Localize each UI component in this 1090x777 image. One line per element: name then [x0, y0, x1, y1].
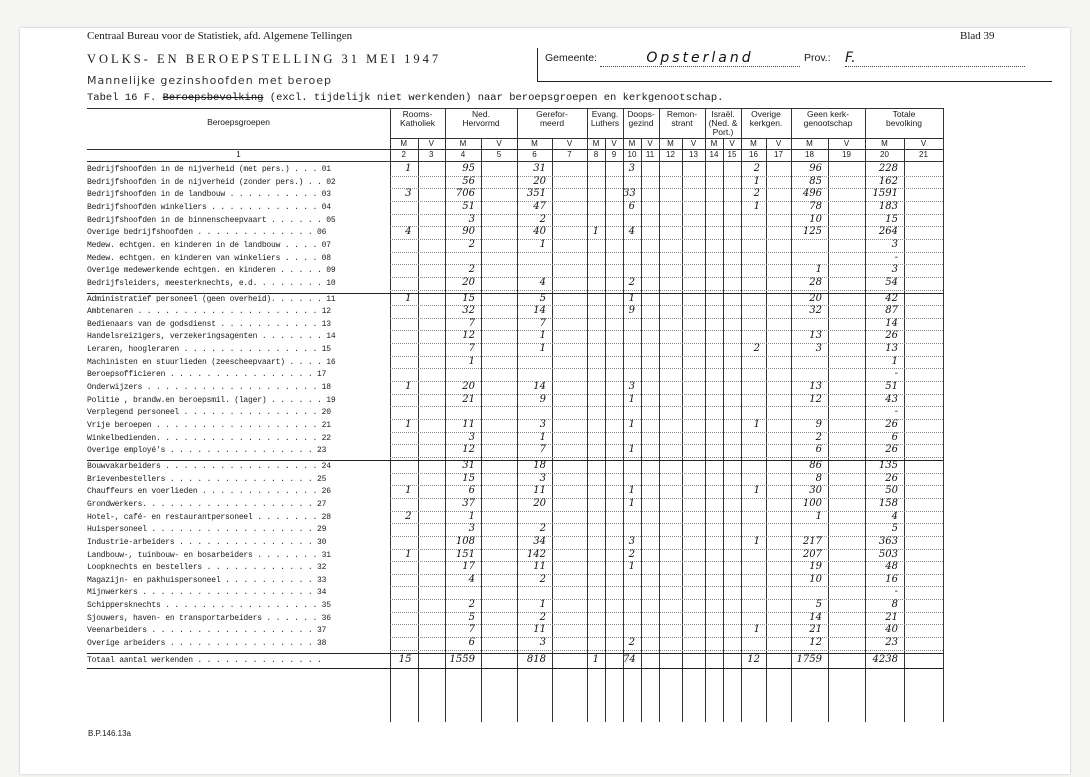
cell-value-m: 3: [891, 238, 898, 250]
col-number: 21: [919, 150, 928, 159]
col-sex-m: M: [400, 139, 408, 148]
row-label: Bedrijfshoofden winkeliers . . . . . . . . . . . . 04: [87, 202, 331, 212]
cell-value-m: 28: [809, 276, 822, 288]
total-value: 12: [747, 653, 760, 665]
cell-value-m: 706: [455, 188, 475, 200]
cell-value-m: 15: [462, 472, 475, 484]
cell-value-m: 50: [885, 485, 898, 497]
cell-value-m: 2: [753, 163, 760, 174]
col-sex-v: V: [566, 139, 573, 148]
cell-value-m: 14: [533, 381, 546, 393]
cell-value-m: 14: [809, 611, 822, 623]
col-sex-m: M: [531, 139, 538, 148]
col-sex-v: V: [496, 139, 502, 148]
cell-value-m: 228: [878, 163, 898, 174]
row-rule: [390, 406, 943, 407]
row-label: Brievenbestellers . . . . . . . . . . . . . . . . 25: [87, 474, 327, 484]
cell-value-m: 1: [405, 381, 412, 393]
row-rule: [390, 368, 943, 369]
cell-value-m: 1: [628, 393, 635, 405]
row-label: Grondwerkers. . . . . . . . . . . . . . . . . . . 27: [87, 499, 327, 509]
cell-value-m: 16: [885, 573, 898, 585]
cell-value-m: 54: [885, 276, 898, 288]
row-label: Leraren, hoogleraren . . . . . . . . . . . . . . . 15: [87, 345, 331, 355]
cell-value-m: 17: [462, 561, 475, 573]
col-number: 6: [532, 150, 537, 159]
cell-value-m: 100: [802, 497, 822, 509]
cell-value-m: 5: [815, 599, 822, 611]
table-caption: [87, 92, 723, 104]
col-number: 9: [611, 150, 617, 159]
cell-value-m: 5: [891, 523, 898, 535]
row-label: Beroepsofficieren . . . . . . . . . . . . . . . . 17: [87, 370, 327, 380]
cell-value-m: 12: [462, 330, 475, 342]
cell-value-m: 20: [462, 381, 475, 393]
cell-value-m: 1: [815, 264, 822, 276]
row-label: Bedrijfshoofden in de nijverheid (zonder pers.) . . 02: [87, 177, 336, 187]
row-label: Industrie-arbeiders . . . . . . . . . . . . . . . 30: [87, 537, 327, 547]
cell-value-m: 13: [885, 343, 898, 355]
cell-value-m: 7: [539, 444, 546, 456]
col-sex-m: M: [806, 139, 813, 148]
total-value: 1: [592, 653, 599, 665]
col-header-group: Evang. Luthers: [590, 109, 620, 128]
cell-value-m: 32: [462, 305, 475, 317]
cell-value-m: 5: [468, 611, 475, 623]
cell-value-m: 6: [891, 431, 898, 443]
cell-value-m: 8: [891, 599, 898, 611]
cell-value-m: 19: [809, 561, 822, 573]
cell-value-m: 3: [539, 472, 546, 484]
cell-value-m: 1: [753, 535, 760, 547]
cell-value-m: 1: [539, 599, 546, 611]
form-subtitle: Mannelijke gezinshoofden met beroep: [87, 74, 332, 87]
census-table: [87, 108, 1027, 722]
gemeente-value: Opsterland: [600, 50, 800, 67]
gemeente-label: Gemeente:: [545, 52, 597, 64]
cell-value-m: 6: [815, 444, 822, 456]
cell-value-m: 135: [878, 459, 898, 471]
row-label: Ambtenaren . . . . . . . . . . . . . . . . . . . . 12: [87, 307, 331, 317]
cell-value-m: 20: [809, 292, 822, 304]
col-number: 2: [401, 150, 406, 159]
cell-value-m: 11: [533, 485, 546, 497]
cell-value-m: 40: [533, 226, 546, 238]
cell-value-m: 4: [891, 510, 898, 522]
col-header-group: Overige kerkgen.: [749, 109, 783, 128]
cell-value-m: 3: [468, 523, 475, 535]
bureau-line: Centraal Bureau voor de Statistiek, afd. Algemene Tellingen: [87, 30, 353, 42]
prov-label: Prov.:: [804, 52, 831, 64]
row-rule: [390, 252, 943, 253]
cell-value-m: 2: [468, 264, 475, 276]
row-label: Loopknechts en bestellers . . . . . . . . . . . . 32: [87, 563, 327, 573]
cell-value-m: 503: [878, 548, 898, 560]
col-number: 4: [460, 150, 466, 159]
cell-value-m: 2: [628, 637, 635, 649]
col-header-group: Totale bevolking: [886, 109, 922, 128]
cell-value-m: 2: [468, 238, 475, 250]
cell-value-m: 1: [539, 330, 546, 342]
cell-value-m: 9: [539, 393, 546, 405]
cell-value-m: 1: [628, 497, 635, 509]
cell-value-m: 7: [468, 624, 475, 636]
col-number: 18: [805, 150, 814, 159]
cell-value-m: 183: [878, 200, 898, 212]
col-header-group: Doops- gezind: [627, 109, 655, 128]
total-value: 818: [526, 653, 546, 665]
col-sex-m: M: [667, 139, 674, 148]
cell-value-m: 6: [628, 200, 635, 212]
col-sex-v: V: [428, 139, 434, 148]
row-label: Veenarbeiders . . . . . . . . . . . . . . . . . . 37: [87, 626, 327, 636]
cell-value-m: 1: [539, 343, 546, 355]
cell-value-m: 108: [455, 535, 475, 547]
cell-value-m: 11: [533, 561, 546, 573]
cell-value-m: 11: [533, 624, 546, 636]
cell-value-m: 2: [468, 599, 475, 611]
cell-value-m: 4: [405, 226, 412, 238]
col-number: 3: [429, 150, 434, 159]
cell-value-m: 2: [815, 431, 822, 443]
cell-value-m: 3: [815, 343, 822, 355]
col-number: 10: [627, 150, 637, 159]
row-label: Verplegend personeel . . . . . . . . . . . . . . . 20: [87, 408, 331, 418]
cell-value-m: 1: [468, 510, 475, 522]
cell-value-m: 14: [885, 317, 898, 329]
cell-value-m: 13: [809, 330, 822, 342]
cell-value-m: 3: [628, 163, 635, 174]
row-label: Overige bedrijfshoofden . . . . . . . . . . . . . 06: [87, 228, 327, 238]
total-rule-bottom: [87, 668, 943, 669]
cell-value-m: 207: [802, 548, 822, 560]
col-sex-v: V: [690, 139, 697, 148]
cell-value-m: 1: [405, 419, 412, 430]
cell-value-m: 1: [753, 175, 760, 187]
cell-value-m: 7: [539, 317, 546, 329]
total-label: Totaal aantal werkenden . . . . . . . . . . . . . .: [87, 655, 322, 665]
cell-value-m: 34: [533, 535, 546, 547]
cell-value-m: 21: [885, 611, 898, 623]
cell-value-m: 1: [592, 226, 599, 238]
cell-value-m: -: [894, 586, 898, 598]
row-label: Vrije beroepen . . . . . . . . . . . . . . . . . . 21: [87, 421, 331, 430]
cell-value-m: 3: [891, 264, 898, 276]
col-sex-v: V: [729, 139, 735, 148]
col-header-group: Ned. Hervormd: [462, 109, 500, 128]
cell-value-m: 3: [628, 535, 635, 547]
cell-value-m: 14: [533, 305, 546, 317]
cell-value-m: 151: [455, 548, 475, 560]
cell-value-m: 33: [623, 188, 636, 200]
col-sex-m: M: [750, 139, 757, 148]
header-bottom-rule: [87, 161, 943, 162]
row-label: Overige arbeiders . . . . . . . . . . . . . . . . 38: [87, 639, 327, 649]
col-number: 11: [645, 150, 655, 159]
cell-value-m: 90: [462, 226, 475, 238]
cell-value-m: 5: [539, 292, 546, 304]
cell-value-m: 9: [628, 305, 635, 317]
row-label: Bedienaars van de godsdienst . . . . . . . . . . . 13: [87, 319, 331, 329]
total-value: 1559: [449, 653, 475, 665]
cell-value-m: 23: [885, 637, 898, 649]
cell-value-m: 1: [628, 292, 635, 304]
cell-value-m: 2: [539, 523, 546, 535]
cell-value-m: 7: [468, 317, 475, 329]
cell-value-m: 1: [405, 485, 412, 497]
cell-value-m: 142: [526, 548, 546, 560]
cell-value-m: 95: [462, 163, 475, 174]
cell-value-m: 40: [885, 624, 898, 636]
cell-value-m: 1: [815, 510, 822, 522]
cell-value-m: 1: [405, 548, 412, 560]
cell-value-m: 20: [533, 497, 546, 509]
cell-value-m: 3: [539, 419, 546, 430]
cell-value-m: 13: [809, 381, 822, 393]
prov-value: F.: [845, 50, 1025, 67]
cell-value-m: 43: [885, 393, 898, 405]
cell-value-m: 48: [885, 561, 898, 573]
row-label: Bedrijfsleiders, meesterknechts, e.d. . . . . . . . 10: [87, 278, 336, 288]
total-value: 15: [398, 653, 412, 665]
col-number: 1: [236, 150, 241, 159]
page-number: Blad 39: [960, 30, 995, 42]
cell-value-m: 20: [533, 175, 546, 187]
cell-value-m: 56: [462, 175, 475, 187]
cell-value-m: 1: [539, 431, 546, 443]
cell-value-m: 1: [628, 561, 635, 573]
row-label: Sjouwers, haven- en transportarbeiders . . . . . . 36: [87, 613, 331, 623]
cell-value-m: 15: [885, 213, 898, 225]
cell-value-m: 1: [753, 485, 760, 497]
cell-value-m: 2: [628, 548, 635, 560]
cell-value-m: 11: [462, 419, 475, 430]
cell-value-m: 31: [533, 163, 546, 174]
col-number: 19: [842, 150, 851, 159]
cell-value-m: 4: [468, 573, 475, 585]
cell-value-m: 20: [462, 276, 475, 288]
cell-value-m: 37: [462, 497, 475, 509]
cell-value-m: 4: [628, 226, 635, 238]
cell-value-m: 1: [891, 355, 898, 367]
row-label: Bedrijfshoofden in de landbouw . . . . . . . . . . 03: [87, 190, 331, 200]
col-number: 7: [567, 150, 572, 159]
col-header-group: Israël. (Ned. & Port.): [708, 109, 738, 137]
cell-value-m: 1: [468, 355, 475, 367]
cell-value-m: 351: [526, 188, 546, 200]
col-header-beroepsgroepen: Beroepsgroepen: [207, 117, 270, 127]
col-sex-m: M: [628, 139, 636, 148]
row-rule: [390, 586, 943, 587]
cell-value-m: 3: [405, 188, 412, 200]
col-sex-m: M: [459, 139, 467, 148]
col-number: 5: [496, 150, 502, 159]
col-number: 13: [689, 150, 698, 159]
cell-value-m: 7: [468, 343, 475, 355]
row-label: Bouwvakarbeiders . . . . . . . . . . . . . . . . . 24: [87, 461, 331, 471]
cell-value-m: 42: [885, 292, 898, 304]
col-sex-v: V: [647, 139, 653, 148]
cell-value-m: 86: [809, 459, 822, 471]
cell-value-m: 6: [468, 485, 475, 497]
row-label: Mijnwerkers . . . . . . . . . . . . . . . . . . . 34: [87, 588, 327, 598]
cell-value-m: 1: [628, 419, 635, 430]
col-sex-m: M: [881, 139, 888, 148]
row-rule: [390, 290, 943, 291]
cell-value-m: 10: [809, 213, 822, 225]
form-title: VOLKS- EN BEROEPSTELLING 31 MEI 1947: [87, 52, 442, 66]
cell-value-m: 2: [539, 573, 546, 585]
cell-value-m: 158: [878, 497, 898, 509]
cell-value-m: 21: [462, 393, 475, 405]
row-label: Politie , brandw.en beroepsmil. (lager) . . . . . . 19: [87, 395, 336, 405]
col-sex-v: V: [775, 139, 782, 148]
cell-value-m: 2: [753, 188, 760, 200]
col-header-group: Gerefor- meerd: [536, 109, 568, 128]
cell-value-m: 26: [885, 330, 898, 342]
cell-value-m: 162: [878, 175, 898, 187]
cell-value-m: 1: [628, 485, 635, 497]
cell-value-m: 1591: [872, 188, 898, 200]
col-number: 12: [666, 150, 675, 159]
row-label: Magazijn- en pakhuispersoneel . . . . . . . . . . 33: [87, 575, 327, 585]
row-label: Medew. echtgen. en kinderen in de landbouw . . . . 07: [87, 240, 331, 250]
cell-value-m: 2: [539, 611, 546, 623]
total-value: 1759: [796, 653, 822, 665]
cell-value-m: 51: [885, 381, 898, 393]
cell-value-m: 96: [809, 163, 822, 174]
cell-value-m: 3: [628, 381, 635, 393]
table-struck-text: Beroepsbevolking: [162, 92, 264, 104]
cell-value-m: 12: [462, 444, 475, 456]
cell-value-m: 85: [809, 175, 822, 187]
col-number: 14: [709, 150, 719, 159]
col-number: 8: [593, 150, 599, 159]
col-number: 16: [749, 150, 758, 159]
cell-value-m: 30: [809, 485, 822, 497]
row-label: Hotel-, café- en restaurantpersoneel . . . . . . . 28: [87, 512, 331, 522]
col-rule-right: [943, 108, 944, 722]
col-number: 15: [727, 150, 737, 159]
cell-value-m: 4: [539, 276, 546, 288]
row-label: Overige medewerkende echtgen. en kinderen . . . . . 09: [87, 266, 336, 276]
cell-value-m: 47: [533, 200, 546, 212]
col-header-group: Geen kerk- genootschap: [803, 109, 853, 128]
cell-value-m: 31: [462, 459, 475, 471]
cell-value-m: 21: [809, 624, 822, 636]
cell-value-m: 6: [468, 637, 475, 649]
cell-value-m: 3: [468, 431, 475, 443]
cell-value-m: -: [894, 406, 898, 418]
col-sex-v: V: [843, 139, 850, 148]
row-label: Bedrijfshoofden in de binnenscheepvaart . . . . . . 05: [87, 215, 336, 225]
cell-value-m: 1: [405, 163, 412, 174]
cell-value-m: 26: [885, 419, 898, 430]
cell-value-m: 1: [753, 200, 760, 212]
row-label: Machinisten en stuurlieden (zeescheepvaart) . . . . 16: [87, 357, 336, 367]
cell-value-m: 12: [809, 393, 822, 405]
cell-value-m: 15: [462, 292, 475, 304]
cell-value-m: 3: [539, 637, 546, 649]
col-sex-v: V: [920, 139, 927, 148]
cell-value-m: -: [894, 368, 898, 380]
col-sex-v: V: [611, 139, 617, 148]
cell-value-m: 2: [628, 276, 635, 288]
row-label: Onderwijzers . . . . . . . . . . . . . . . . . . . 18: [87, 383, 331, 393]
cell-value-m: 12: [809, 637, 822, 649]
cell-value-m: 32: [809, 305, 822, 317]
table-caption-rest: (excl. tijdelijk niet werkenden) naar beroepsgroepen en kerkgenootschap.: [269, 92, 724, 104]
total-value: 74: [623, 653, 636, 665]
row-label: Overige employé's . . . . . . . . . . . . . . . . 23: [87, 446, 327, 456]
col-sex-m: M: [710, 139, 718, 148]
row-rule: [390, 650, 943, 651]
cell-value-m: 10: [809, 573, 822, 585]
cell-value-m: 1: [405, 292, 412, 304]
col-number: 20: [880, 150, 889, 159]
row-label: Huispersoneel . . . . . . . . . . . . . . . . . . 29: [87, 525, 327, 535]
cell-value-m: 51: [462, 200, 475, 212]
row-label: Chauffeurs en voerlieden . . . . . . . . . . . . . 26: [87, 487, 331, 497]
cell-value-m: 26: [885, 444, 898, 456]
cell-value-m: 1: [753, 419, 760, 430]
cell-value-m: 1: [753, 624, 760, 636]
cell-value-m: 2: [539, 213, 546, 225]
col-header-group: Remon- strant: [666, 109, 698, 128]
row-label: Administratief personeel (geen overheid). . . . . . 11: [87, 294, 336, 304]
table-number: Tabel 16 F.: [87, 92, 157, 104]
row-rule: [390, 457, 943, 458]
cell-value-m: 1: [539, 238, 546, 250]
cell-value-m: 26: [885, 472, 898, 484]
cell-value-m: 18: [533, 459, 546, 471]
cell-value-m: 78: [809, 200, 822, 212]
row-label: Schippersknechts . . . . . . . . . . . . . . . . . 35: [87, 601, 331, 611]
cell-value-m: 125: [802, 226, 822, 238]
col-header-group: Rooms- Katholiek: [400, 109, 435, 128]
cell-value-m: 9: [815, 419, 822, 430]
cell-value-m: 1: [628, 444, 635, 456]
cell-value-m: 2: [405, 510, 412, 522]
cell-value-m: 2: [753, 343, 760, 355]
cell-value-m: 8: [815, 472, 822, 484]
cell-value-m: 496: [802, 188, 822, 200]
row-label: Winkelbedienden. . . . . . . . . . . . . . . . . . 22: [87, 433, 331, 443]
cell-value-m: 217: [802, 535, 822, 547]
cell-value-m: 3: [468, 213, 475, 225]
cell-value-m: 264: [878, 226, 898, 238]
cell-value-m: 87: [885, 305, 898, 317]
row-label: Bedrijfshoofden in de nijverheid (met pers.) . . . 01: [87, 165, 331, 174]
form-code: B.P.146.13a: [88, 729, 132, 738]
cell-value-m: -: [894, 251, 898, 263]
row-label: Handelsreizigers, verzekeringsagenten . . . . . . . 14: [87, 332, 336, 342]
total-value: 4238: [872, 653, 898, 665]
cell-value-m: 363: [878, 535, 898, 547]
col-sex-m: M: [592, 139, 600, 148]
row-label: Landbouw-, tuinbouw- en bosarbeiders . . . . . . . 31: [87, 550, 331, 560]
row-label: Medew. echtgen. en kinderen van winkeliers . . . . 08: [87, 253, 331, 263]
col-number: 17: [774, 150, 783, 159]
